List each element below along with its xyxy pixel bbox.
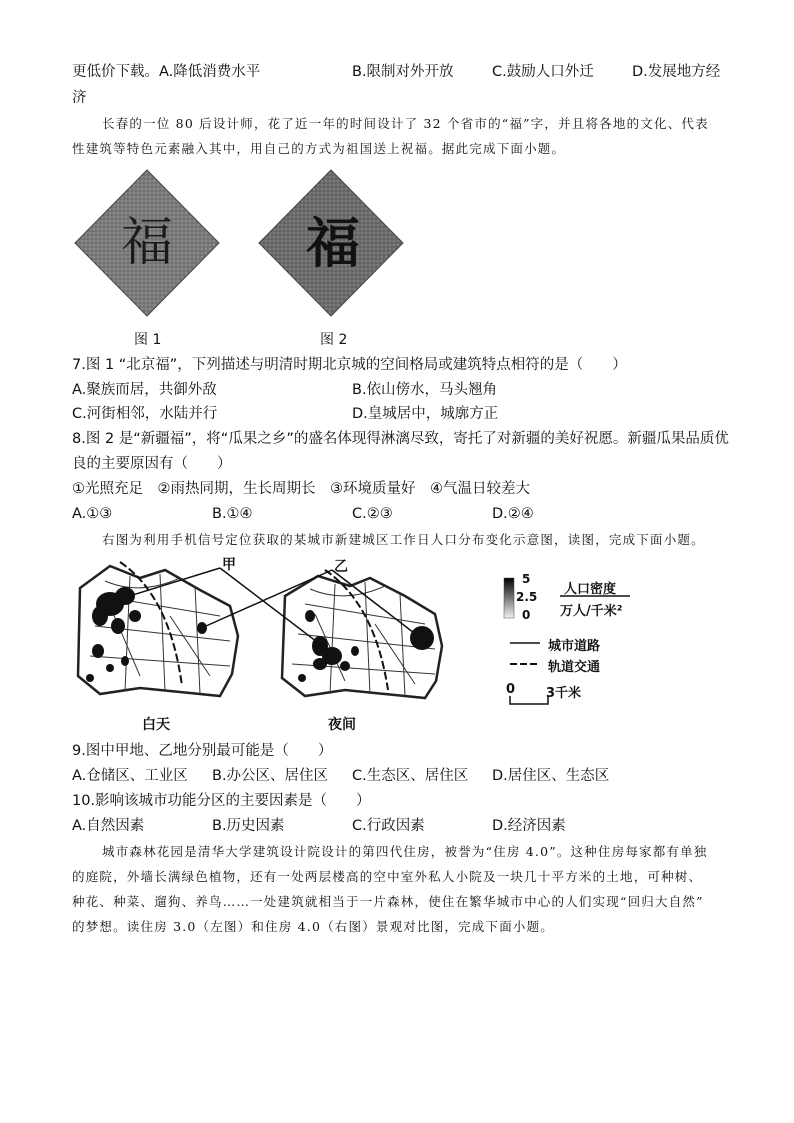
intro-forest-line3: 种花、种菜、遛狗、养鸟……一处建筑就相当于一片森林，使住在繁华城市中心的人们实现“回归大自然” <box>72 894 704 909</box>
q9-option-d: D.居住区、生态区 <box>492 768 610 784</box>
prev-question-option-c: C.鼓励人口外迁 <box>492 64 594 80</box>
q7-option-d: D.皇城居中，城廓方正 <box>352 406 499 422</box>
density-legend-bar <box>504 578 514 618</box>
q9-stem: 9.图中甲地、乙地分别最可能是（ ） <box>72 743 333 759</box>
q10-option-a: A.自然因素 <box>72 818 145 834</box>
q8-stem-line1: 8.图 2 是“新疆福”，将“瓜果之乡”的盛名体现得淋漓尽致，寄托了对新疆的美好祝愿。新疆瓜果品质优 <box>72 431 729 447</box>
q10-stem: 10.影响该城市功能分区的主要因素是（ ） <box>72 793 371 809</box>
population-distribution-map <box>70 556 730 736</box>
figure-1-beijing-fu <box>73 168 221 318</box>
q8-option-b: B.①④ <box>212 506 253 522</box>
q8-factors: ①光照充足 ②雨热同期，生长周期长 ③环境质量好 ④气温日较差大 <box>72 481 530 497</box>
legend-road: 城市道路 <box>548 639 601 654</box>
legend-scale-0: 0 <box>522 608 531 622</box>
scale-bar <box>510 696 548 704</box>
legend-scale-bar-3: 3千米 <box>546 686 582 701</box>
legend-density-unit: 万人/千米² <box>560 604 623 619</box>
fig1-character: 福 <box>120 213 174 273</box>
prev-question-option-a: 更低价下载。A.降低消费水平 <box>72 64 261 80</box>
q8-option-c: C.②③ <box>352 506 393 522</box>
legend-density-title: 人口密度 <box>564 582 617 597</box>
q7-option-a: A.聚族而居，共御外敌 <box>72 382 217 398</box>
q9-option-c: C.生态区、居住区 <box>352 768 469 784</box>
legend-scale-bar-0: 0 <box>506 682 516 697</box>
intro-forest-line4: 的梦想。读住房 3.0（左图）和住房 4.0（右图）景观对比图，完成下面小题。 <box>72 919 555 934</box>
prev-question-option-d: D.发展地方经 <box>632 64 721 80</box>
intro-map-line1: 右图为利用手机信号定位获取的某城市新建城区工作日人口分布变化示意图，读图，完成下面小题。 <box>102 532 705 547</box>
prev-question-wrap: 济 <box>72 90 87 106</box>
q10-option-c: C.行政因素 <box>352 818 425 834</box>
intro-fu-line2: 性建筑等特色元素融入其中，用自己的方式为祖国送上祝福。据此完成下面小题。 <box>72 141 566 156</box>
prev-question-option-b: B.限制对外开放 <box>352 64 454 80</box>
q9-option-b: B.办公区、居住区 <box>212 768 329 784</box>
intro-forest-line1: 城市森林花园是清华大学建筑设计院设计的第四代住房，被誉为“住房 4.0”。这种住房每家都有单独 <box>102 844 708 859</box>
legend-scale-5: 5 <box>522 572 531 586</box>
intro-fu-line1: 长春的一位 80 后设计师，花了近一年的时间设计了 32 个省市的“福”字，并且将各地的文化、代表 <box>102 116 709 131</box>
q10-option-b: B.历史因素 <box>212 818 285 834</box>
q7-stem: 7.图 1 “北京福”，下列描述与明清时期北京城的空间格局或建筑特点相符的是（ ） <box>72 357 627 373</box>
q8-stem-line2: 良的主要原因有（ ） <box>72 456 232 472</box>
q8-option-d: D.②④ <box>492 506 534 522</box>
label-yi: 乙 <box>334 559 348 575</box>
q9-option-a: A.仓储区、工业区 <box>72 768 188 784</box>
legend-scale-2-5: 2.5 <box>516 590 538 604</box>
figure-2-label: 图 2 <box>320 332 348 348</box>
q8-option-a: A.①③ <box>72 506 113 522</box>
intro-forest-line2: 的庭院，外墙长满绿色植物，还有一处两层楼高的空中室外私人小院及一块几十平方米的土地，可种树、 <box>72 869 703 884</box>
night-label: 夜间 <box>328 717 356 733</box>
figure-1-label: 图 1 <box>134 332 162 348</box>
q7-option-b: B.依山傍水，马头翘角 <box>352 382 498 398</box>
day-label: 白天 <box>142 717 170 733</box>
fig2-character: 福 <box>306 212 360 275</box>
label-jia: 甲 <box>222 557 236 573</box>
q10-option-d: D.经济因素 <box>492 818 566 834</box>
legend-rail: 轨道交通 <box>548 660 601 675</box>
q7-option-c: C.河街相邻，水陆并行 <box>72 406 218 422</box>
figure-2-xinjiang-fu <box>257 168 405 318</box>
